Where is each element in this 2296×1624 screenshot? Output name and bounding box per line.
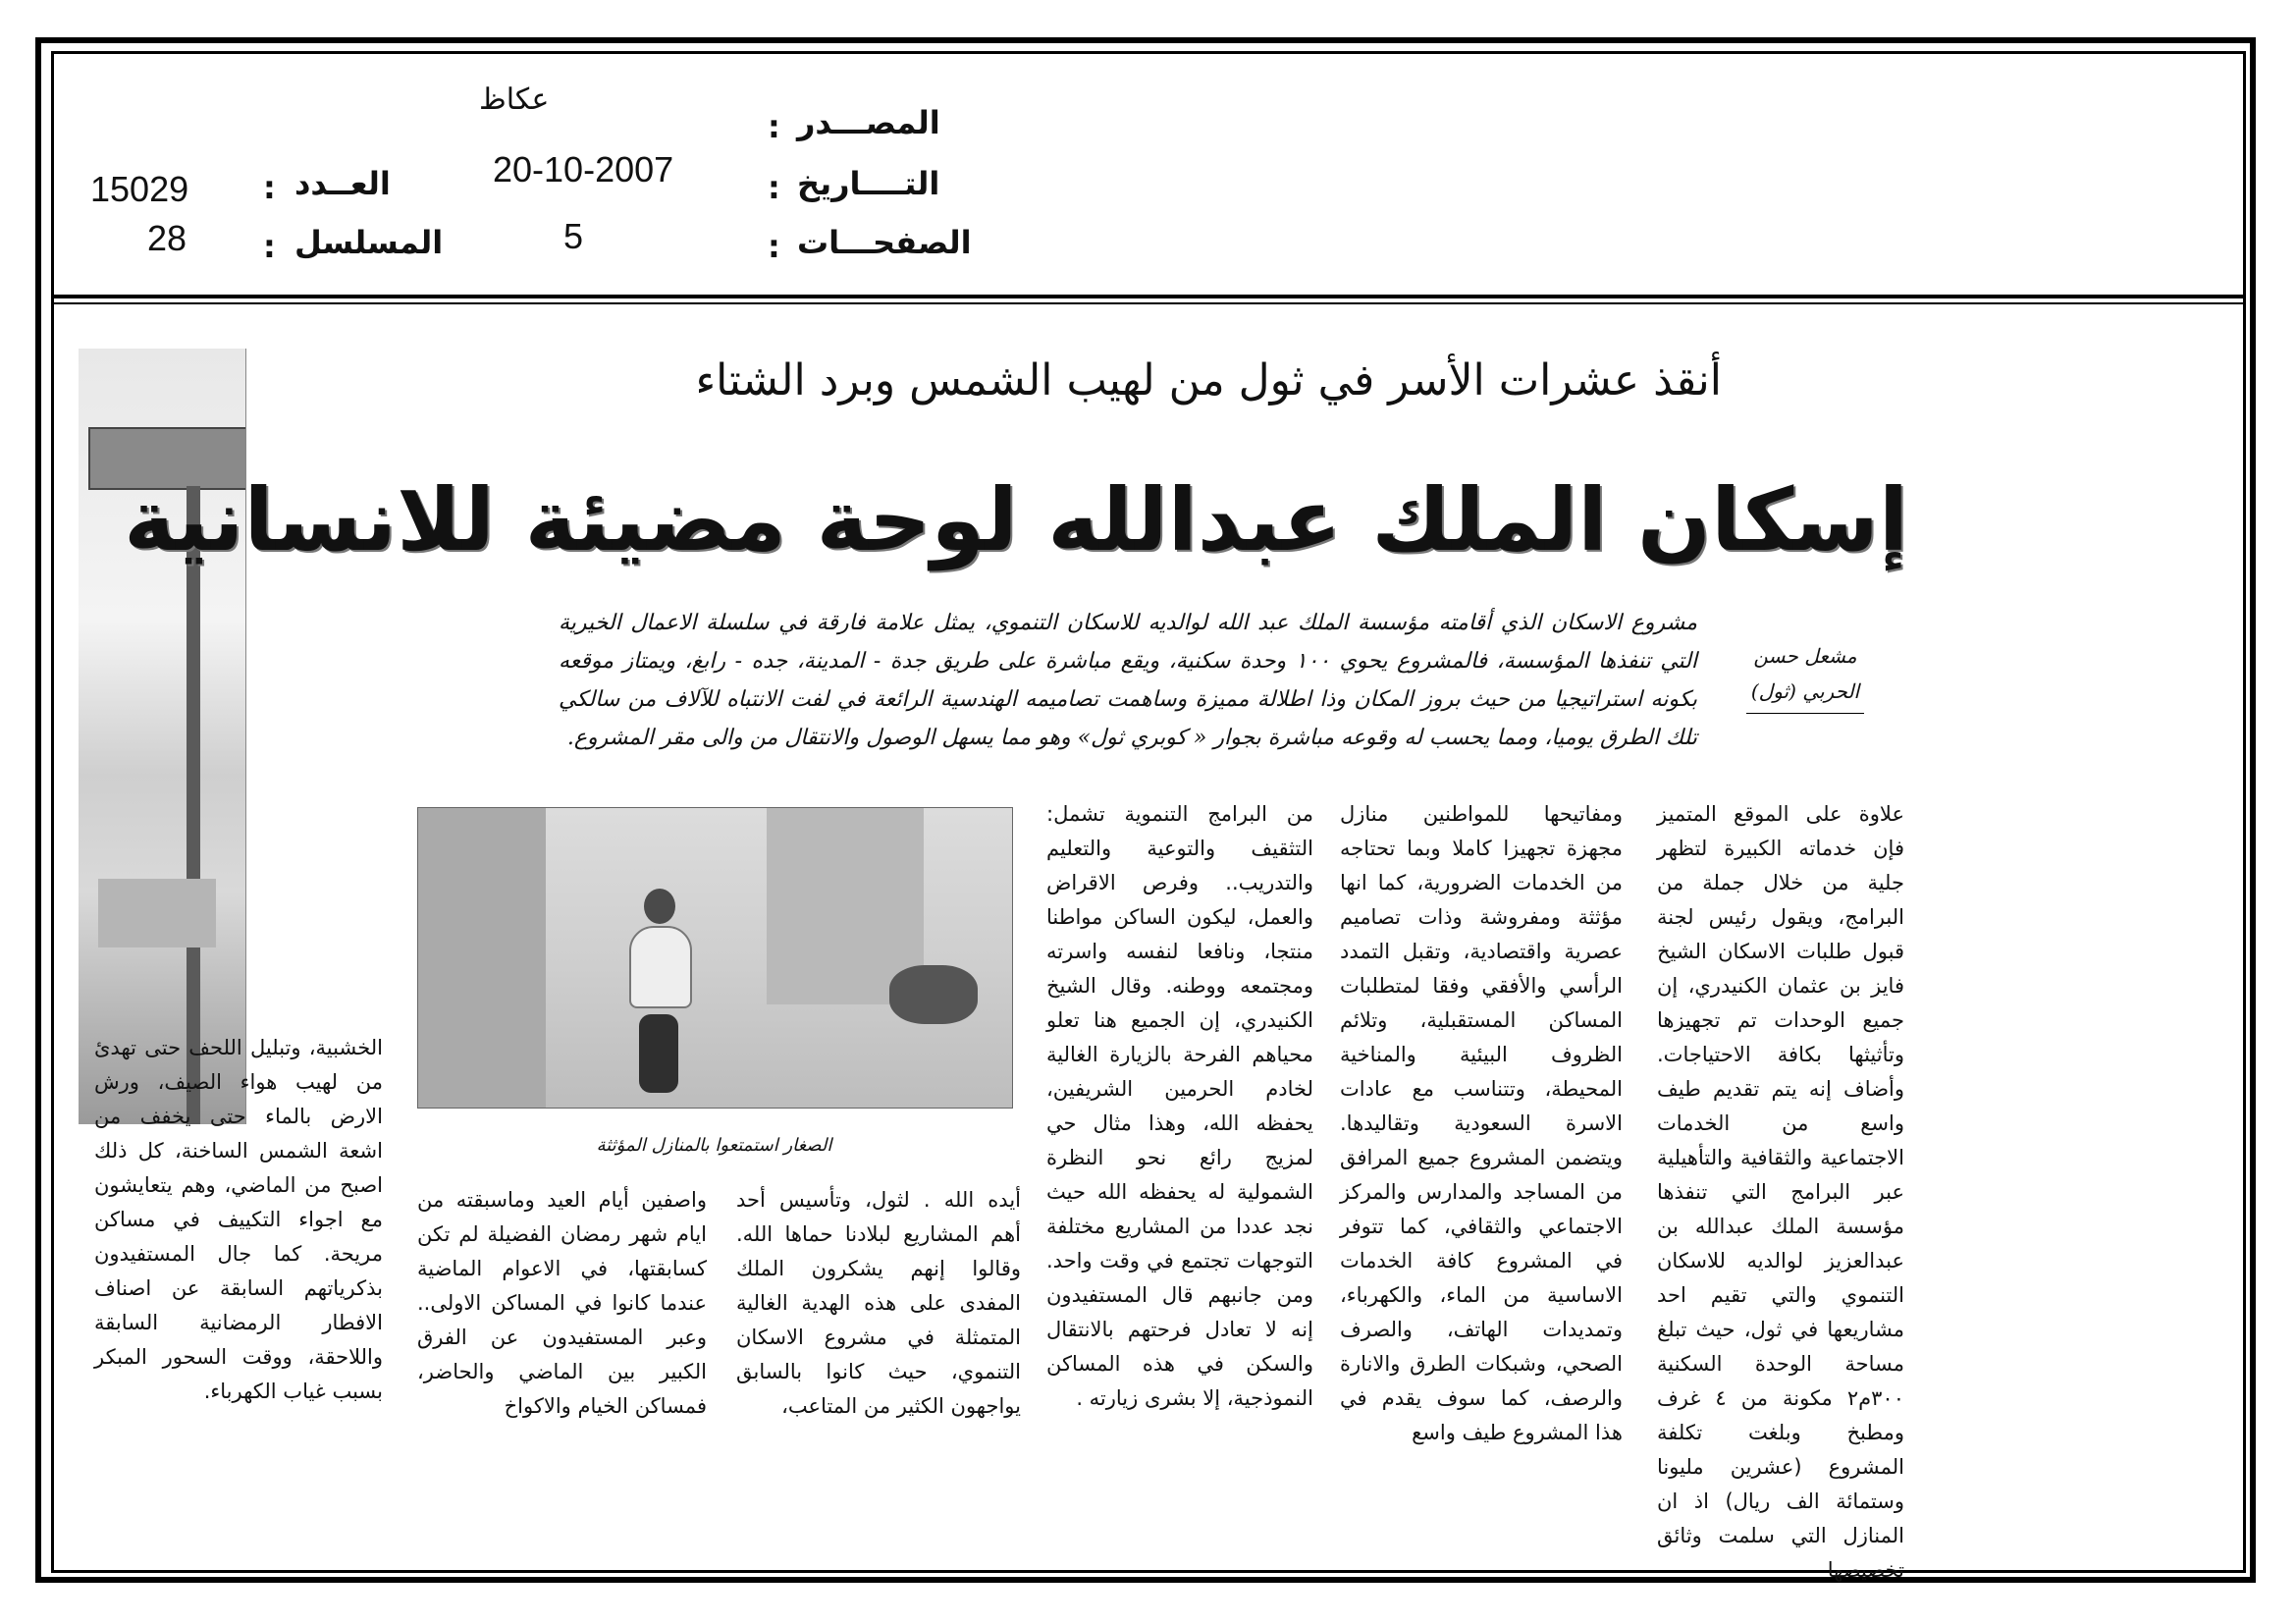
- article-column-3: [1046, 797, 1313, 1416]
- serial-colon: :: [263, 228, 276, 265]
- source-label: المصـــدر: [797, 104, 940, 141]
- pages-label: الصفحـــات: [797, 224, 972, 261]
- bicycle-wheel: [639, 1014, 678, 1093]
- headline: إسكان الملك عبدالله لوحة مضيئة للانسانية: [124, 469, 1908, 570]
- child-on-bicycle-photo: [417, 807, 1013, 1109]
- date-colon: :: [768, 169, 780, 206]
- photo-debris: [889, 965, 978, 1024]
- issue-label: العــدد: [294, 165, 391, 202]
- issue-value: 15029: [90, 169, 189, 209]
- header-divider: [51, 295, 2246, 298]
- byline-place: الحربي (ثول): [1750, 679, 1860, 703]
- issue-colon: :: [263, 169, 276, 206]
- date-value: 20-10-2007: [493, 149, 674, 189]
- column-2-text: ومفاتيحها للمواطنين منازل مجهزة تجهيزا كاملا وبما تحتاجه من الخدمات الضرورية، كما انها مؤثثة ومفروشة وذات تصاميم عصرية واقتصادية، وتقبل التمدد الرأسي والأفقي وفقا لمتطلبات المساكن المستقبلية، وتلائم الظروف البيئية والمناخية المحيطة، وتتناسب مع عادات الاسرة السعودية وتقاليدها. ويتضمن المشروع جميع المرافق من المساجد والمدارس والمركز الاجتماعي والثقافي، كما تتوفر في المشروع كافة الخدمات الاساسية من الماء، والكهرباء، وتمديدات الهاتف، والصرف الصحي، وشبكات الطرق والانارة والرصف، كما سوف يقدم في هذا المشروع طيف واسع: [1340, 802, 1623, 1444]
- article-intro: مشروع الاسكان الذي أقامته مؤسسة الملك عبد الله لوالديه للاسكان التنموي، يمثل علامة فارقة في سلسلة الاعمال الخيرية التي تنفذها المؤسسة، فالمشروع يحوي ١٠٠ وحدة سكنية، ويقع مباشرة على طريق جدة - المدينة، جده - رابغ، ويمتاز موقعه بكونه استراتيجيا من حيث بروز المكان وذا اطلالة مميزة وساهمت تصاميمه الهندسية الرائعة في لفت الانتباه للآلاف من سالكي تلك الطرق يوميا، ومما يحسب له وقوعه مباشرة بجوار « كوبري ثول» وهو مما يسهل الوصول والانتقال من والى مقر المشروع.: [559, 611, 1698, 750]
- column-1-text: علاوة على الموقع المتميز فإن خدماته الكبيرة لتظهر جلية من خلال جملة من البرامج، ويقول رئيس لجنة قبول طلبات الاسكان الشيخ فايز بن عثمان الكنيدري، إن جميع الوحدات تم تجهيزها وتأثيثها بكافة الاحتياجات. وأضاف إنه يتم تقديم طيف واسع من الخدمات الاجتماعية والثقافية والتأهيلية عبر البرامج التي تنفذها مؤسسة الملك عبدالله بن عبدالعزيز لوالديه للاسكان التنموي والتي تقيم احد مشاريعها في ثول، حيث تبلغ مساحة الوحدة السكنية ٣٠٠م٢ مكونة من ٤ غرف ومطبخ وبلغت تكلفة المشروع (عشرين مليونا وستمائة الف ريال) اذ ان المنازل التي سلمت وثائق تخصيصها: [1657, 802, 1904, 1582]
- serial-value: 28: [147, 218, 187, 258]
- serial-label: المسلسل: [294, 224, 444, 261]
- sign-pole: [187, 486, 200, 1124]
- street-sign-photo: [79, 349, 246, 1124]
- child-figure: [629, 926, 692, 1008]
- article-column-4: [736, 1183, 1021, 1424]
- article-column-2: [1340, 797, 1623, 1450]
- column-3-text: من البرامج التنموية تشمل: التثقيف والتوعية والتعليم والتدريب.. وفرص الاقراض والعمل، ليكون الساكن مواطنا منتجا، ونافعا لنفسه واسرته ومجتمعه ووطنه. وقال الشيخ الكنيدري، إن الجميع هنا تعلو محياهم الفرحة بالزيارة الغالية لخادم الحرمين الشريفين، يحفظه الله، وهذا مثال حي لمزيج رائع نحو النظرة الشمولية له يحفظه الله حيث نجد عددا من المشاريع مختلفة التوجهات تجتمع في وقت واحد. ومن جانبهم قال المستفيدون إنه لا تعادل فرحتهم بالانتقال والسكن في هذه المساكن النموذجية، إلا بشرى زيارته .: [1046, 802, 1313, 1410]
- child-head: [644, 889, 675, 924]
- photo-caption: الصغار استمتعوا بالمنازل المؤثثة: [596, 1135, 832, 1156]
- date-label: التــــاريخ: [797, 165, 940, 202]
- header-divider-thin: [51, 302, 2246, 304]
- pages-value: 5: [563, 216, 584, 256]
- article-column-6: [94, 1031, 383, 1409]
- byline: [1732, 638, 1879, 714]
- article-column-5: [417, 1183, 707, 1424]
- source-colon: :: [768, 108, 780, 145]
- column-5-text: واصفين أيام العيد وماسبقته من ايام شهر رمضان الفضيلة لم تكن كسابقتها، في الاعوام الماضية عندما كانوا في المساكن الاولى.. وعبر المستفيدون عن الفرق الكبير بين الماضي والحاضر، فمساكن الخيام والاكواخ: [417, 1188, 707, 1418]
- column-4-text: أيده الله . لثول، وتأسيس أحد أهم المشاريع لبلادنا حماها الله. وقالوا إنهم يشكرون الملك المفدى على هذه الهدية الغالية المتمثلة في مشروع الاسكان التنموي، حيث كانوا بالسابق يواجهون الكثير من المتاعب،: [736, 1188, 1021, 1418]
- byline-name: مشعل حسن: [1753, 644, 1857, 668]
- subheadline: أنقذ عشرات الأسر في ثول من لهيب الشمس وبرد الشتاء: [695, 355, 1722, 406]
- source-value: عكاظ: [479, 83, 550, 116]
- building: [98, 879, 216, 947]
- photo-wall: [418, 808, 546, 1108]
- article-column-1: [1657, 797, 1904, 1588]
- pages-colon: :: [768, 228, 780, 265]
- column-6-text: الخشبية، وتبليل اللحف حتى تهدئ من لهيب هواء الصيف، ورش الارض بالماء حتى يخفف من اشعة الشمس الساخنة، كل ذلك اصبح من الماضي، وهم يتعايشون مع اجواء التكييف في مساكن مريحة. كما جال المستفيدون بذكرياتهم السابقة عن اصناف الافطار الرمضانية السابقة واللاحقة، ووقت السحور المبكر بسبب غياب الكهرباء.: [94, 1036, 383, 1403]
- byline-rule: [1746, 713, 1864, 714]
